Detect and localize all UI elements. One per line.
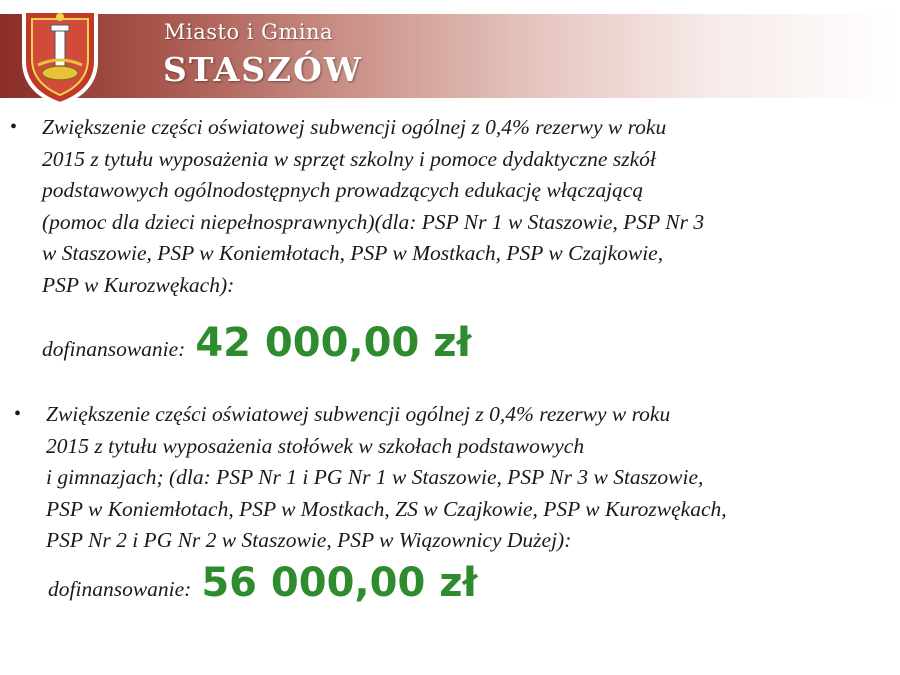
text-line: (pomoc dla dzieci niepełnosprawnych)(dla: PSP Nr 1 w Staszowie, PSP Nr 3 — [42, 209, 705, 234]
bullet-text — [46, 399, 898, 557]
funding-row — [48, 560, 477, 606]
text-line: 2015 z tytułu wyposażenia w sprzęt szkolny i pomoce dydaktyczne szkół — [42, 146, 656, 171]
bullet-icon: • — [14, 403, 22, 425]
funding-row — [42, 320, 471, 366]
text-line: i gimnazjach; (dla: PSP Nr 1 i PG Nr 1 w Staszowie, PSP Nr 3 w Staszowie, — [46, 465, 704, 489]
text-line: 2015 z tytułu wyposażenia stołówek w szkołach podstawowych — [46, 433, 585, 458]
header-title: STASZÓW — [163, 50, 363, 89]
text-line: PSP w Koniemłotach, PSP w Mostkach, ZS w Czajkowie, PSP w Kurozwękach, — [46, 496, 727, 521]
text-line: Zwiększenie części oświatowej subwencji ogólnej z 0,4% rezerwy w roku — [42, 115, 667, 139]
text-line: w Staszowie, PSP w Koniemłotach, PSP w Mostkach, PSP w Czajkowie, — [42, 241, 664, 265]
bullet-item — [14, 399, 898, 557]
funding-label: dofinansowanie: — [48, 577, 192, 601]
funding-label: dofinansowanie: — [42, 337, 186, 361]
header-subtitle: Miasto i Gmina — [164, 20, 334, 44]
coat-of-arms-icon — [18, 3, 102, 107]
text-line: PSP Nr 2 i PG Nr 2 w Staszowie, PSP w Wiązownicy Dużej): — [46, 528, 572, 552]
funding-amount: 56 000,00 zł — [201, 560, 478, 606]
funding-amount: 42 000,00 zł — [195, 320, 472, 366]
text-line: Zwiększenie części oświatowej subwencji ogólnej z 0,4% rezerwy w roku — [46, 402, 671, 426]
bullet-icon: • — [10, 116, 18, 138]
text-line: podstawowych ogólnodostępnych prowadzących edukację włączającą — [42, 178, 644, 202]
text-line: PSP w Kurozwękach): — [42, 272, 235, 297]
bullet-item — [10, 112, 890, 301]
header-banner — [0, 14, 900, 98]
bullet-text — [42, 112, 890, 301]
